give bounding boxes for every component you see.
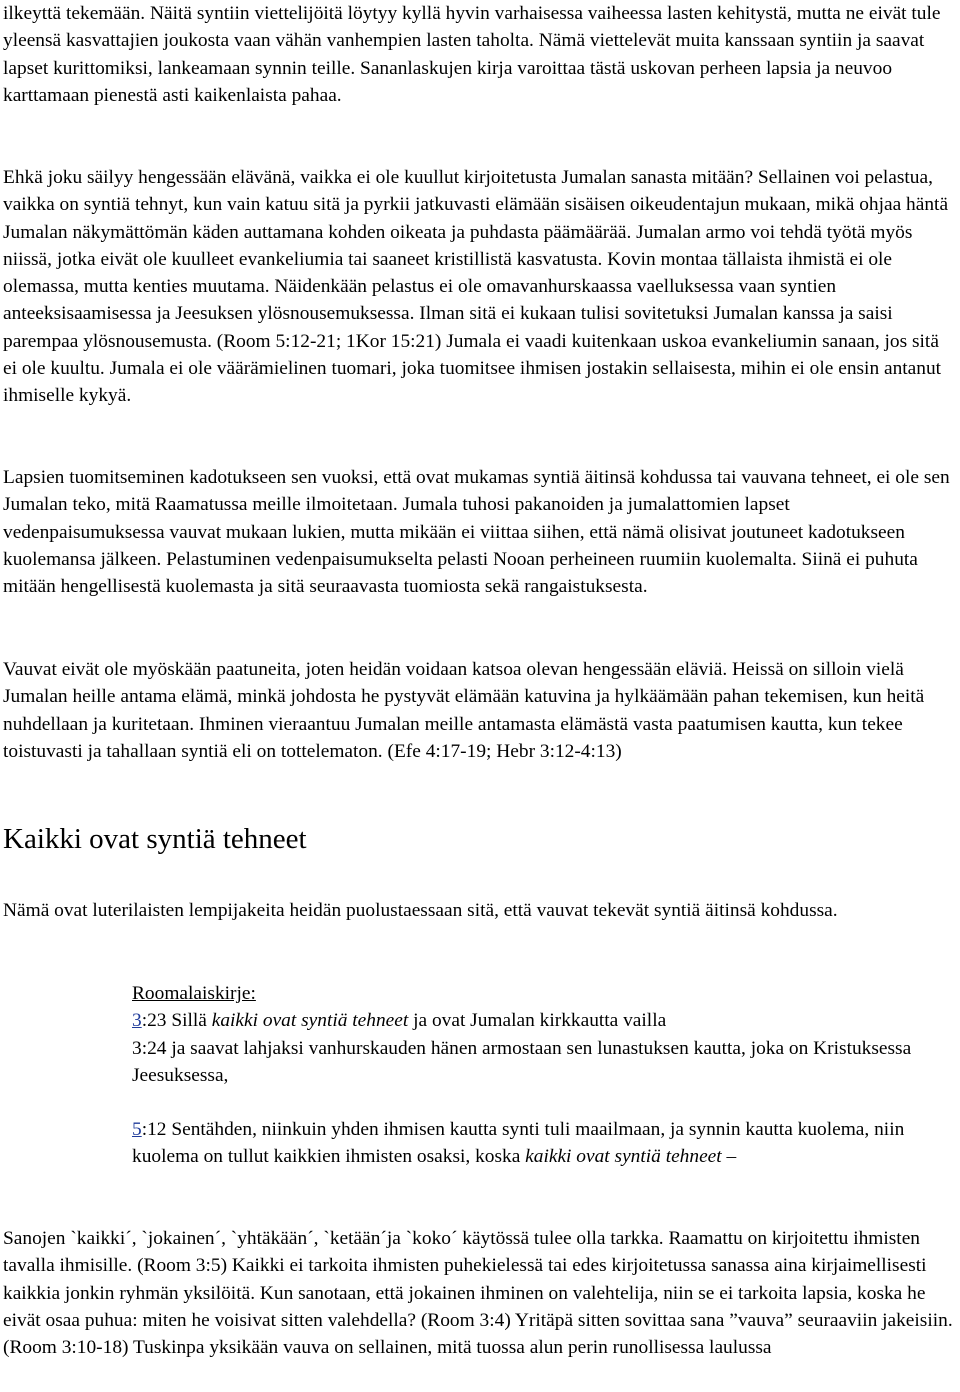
paragraph-3: Lapsien tuomitseminen kadotukseen sen vuoksi, että ovat mukamas syntiä äitinsä kohdussa tai vauvana tehneet, ei ole sen Jumalan teko, mitä Raamatussa meille ilmoitetaan. Jumala tuhosi pakanoiden ja jumalattomien lapset vedenpaisumuksessa vauvat mukaan lukien, mutta mikään ei viittaa siihen, että nämä olisivat joutuneet kadotukseen kuolemansa jälkeen. Pelastuminen vedenpaisumukselta pelasti Nooan perheineen ruumiin kuolemalta. Siinä ei puhuta mitään hengellisestä kuolemasta ja sitä seuraavasta tuomiosta sekä rangaistuksesta. (3, 467, 950, 598)
verse-3-23: 3:23 Sillä kaikki ovat syntiä tehneet ja ovat Jumalan kirkkautta vailla (132, 1010, 667, 1032)
paragraph-2: Ehkä joku säilyy hengessään elävänä, vaikka ei ole kuullut kirjoitetusta Jumalan sanasta mitään? Sellainen voi pelastua, vaikka on syntiä tehnyt, kun vain katuu sitä ja pyrkii jatkuvasti elämään sisäisen oikeudentajun mukaan, mikä ohjaa häntä Jumalan näkymättömän käden auttamana kohden oikeata ja puhdasta päämäärää. Jumalan armo voi tehdä työtä myös niissä, jotka eivät ole kuulleet evankeliumia tai saaneet kristillistä kasvatusta. Kovin montaa tällaista ihmistä ei ole olemassa, mutta kenties muutama. Näidenkään pelastus ei ole omavanhurskaassa vaelluksessa vaan syntien anteeksisaamisessa ja Jeesuksen ylösnousemuksessa. Ilman sitä ei kukaan tulisi sovitetuksi Jumalan kanssa ja saisi parempaa ylösnousemusta. (Room 5:12-21; 1Kor 15:21) Jumala ei vaadi kuitenkaan uskoa evankeliumin sanaan, jos sitä ei ole kuultu. Jumala ei ole väärämielinen tuomari, joka tuomitsee ihmisen jostakin sellaisesta, mihin ei ole ensin antanut ihmiselle kykyä. (3, 167, 949, 407)
book-title: Roomalaiskirje: (132, 983, 256, 1004)
section-heading: Kaikki ovat syntiä tehneet (3, 823, 307, 855)
paragraph-5: Sanojen `kaikki´, `jokainen´, `yhtäkään´, `ketään´ja `koko´ käytössä tulee olla tarkka. Raamattu on kirjoitettu ihmisten tavalla ihmisille. (Room 3:5) Kaikki ei tarkoita ihmisten puhekielessä tai edes kirjoitetussa sanassa aina kirjaimellisesti kaikkia jonkin ryhmän yksilöitä. Kun sanotaan, että jokainen ihminen on valehtelija, niin se ei tarkoita lapsia, koska he eivät osaa puhua: miten he voisivat sitten valehdella? (Room 3:4) Yritäpä sitten sovittaa sana ”vauva” seuraaviin jakeisiin. (Room 3:10-18) Tuskinpa yksikään vauva on sellainen, mitä tuossa alun perin runollisessa laulussa (3, 1228, 953, 1359)
chapter-5-link[interactable]: 5 (132, 1119, 142, 1141)
chapter-3-link[interactable]: 3 (132, 1010, 142, 1032)
paragraph-4: Vauvat eivät ole myöskään paatuneita, joten heidän voidaan katsoa olevan hengessään eläviä. Heissä on silloin vielä Jumalan heille antama elämä, minkä johdosta he pystyvät elämään katuvina ja hylkäämään pahan tekemisen, kun heitä nuhdellaan ja kuritetaan. Ihminen vieraantuu Jumalan meille antamasta elämästä vasta paatumisen kautta, kun tekee toistuvasti ja tahallaan syntiä eli on tottelematon. (Efe 4:17-19; Hebr 3:12-4:13) (3, 659, 925, 762)
scripture-quote (132, 980, 952, 1171)
verse-3-24: 3:24 ja saavat lahjaksi vanhurskauden hänen armostaan sen lunastuksen kautta, joka on Kristuksessa Jeesuksessa, (132, 1037, 912, 1086)
paragraph-1: ilkeyttä tekemään. Näitä syntiin viettelijöitä löytyy kyllä hyvin varhaisessa vaiheessa lasten kehitystä, mutta ne eivät tule yleensä kasvattajien joukosta vaan vähän vanhempien lasten taholta. Nämä viettelevät muita kanssaan syntiin ja saavat lapset kurittomiksi, lankeamaan synnin teille. Sananlaskujen kirja varoittaa tästä uskovan perheen lapsia ja neuvoo karttamaan pienestä asti kaikenlaista pahaa. (3, 3, 941, 106)
verse-5-12: 5:12 Sentähden, niinkuin yhden ihmisen kautta synti tuli maailmaan, ja synnin kautta kuolema, niin kuolema on tullut kaikkien ihmisten osaksi, koska kaikki ovat syntiä tehneet – (132, 1119, 905, 1168)
intro-paragraph: Nämä ovat luterilaisten lempijakeita heidän puolustaessaan sitä, että vauvat tekevät syntiä äitinsä kohdussa. (3, 900, 838, 921)
